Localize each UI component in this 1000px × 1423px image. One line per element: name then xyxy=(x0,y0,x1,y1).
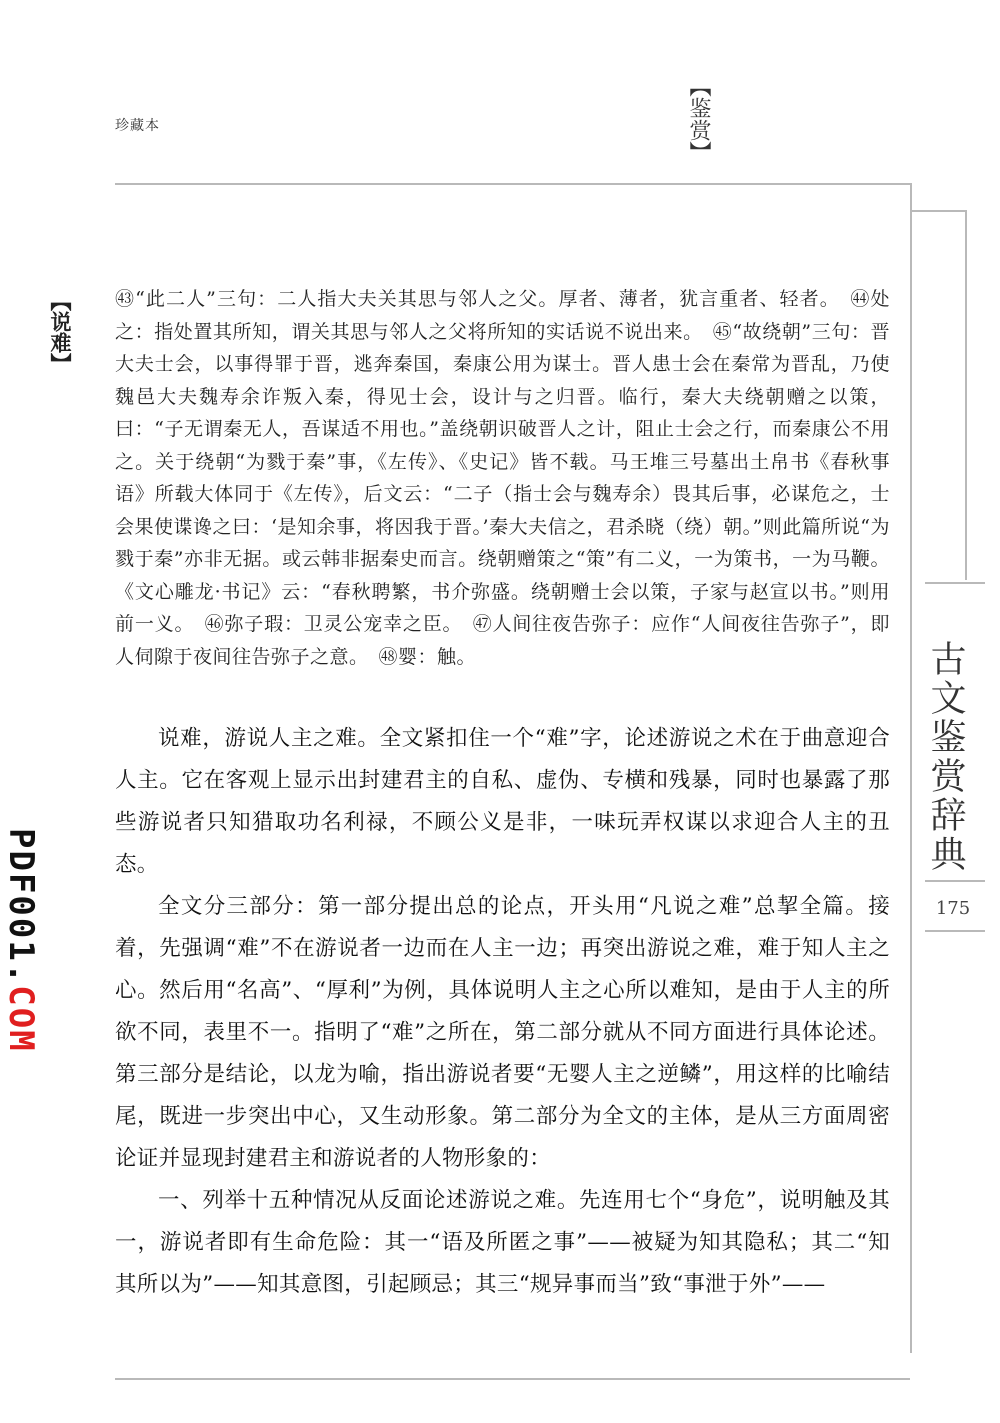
body-paragraph: 一、列举十五种情况从反面论述游说之难。先连用七个“身危”，说明触及其一，游说者即有生命危险：其一“语及所匿之事”——被疑为知其隐私；其二“知其所以为”——知其意图，引起顾忌；其三“规异事而当”致“事泄于外”—— xyxy=(115,1188,890,1297)
book-title: 古文鉴赏辞典 xyxy=(925,640,966,874)
frame-right-inner xyxy=(910,183,912,1353)
article-title-tag: 【说难】 xyxy=(48,290,73,374)
watermark xyxy=(1,828,41,1053)
watermark-part2: COM xyxy=(1,985,41,1053)
appreciation-text xyxy=(115,718,890,1306)
header-section-tag: 【鉴赏】 xyxy=(686,75,711,163)
footer-rule xyxy=(115,1378,910,1380)
page-number: 175 xyxy=(935,898,971,919)
watermark-part1: PDF001. xyxy=(1,828,41,986)
title-box-top xyxy=(925,582,985,584)
body-paragraph: 说难，游说人主之难。全文紧扣住一个“难”字，论述游说之术在于曲意迎合人主。它在客观上显示出封建君主的自私、虚伪、专横和残暴，同时也暴露了那些游说者只知猎取功名利禄，不顾公义是非，一味玩弄权谋以求迎合人主的丑态。 xyxy=(115,726,890,877)
title-box-bottom xyxy=(925,880,985,882)
page-number-box-bottom xyxy=(925,930,985,932)
frame-top-right xyxy=(910,210,967,212)
footnote-paragraph: ㊸“此二人”三句：二人指大夫关其思与邻人之父。厚者、薄者，犹言重者、轻者。 ㊹处之：指处置其所知，谓关其思与邻人之父将所知的实话说不说出来。 ㊺“故绕朝”三句：晋大夫士会，以事得罪于晋，逃奔秦国，秦康公用为谋士。晋人患士会在秦常为晋乱，乃使魏邑大夫魏寿余诈叛入秦，得见士会，设计与之归晋。临行，秦大夫绕朝赠之以策，曰：“子无谓秦无人，吾谋适不用也。”盖绕朝识破晋人之计，阻止士会之行，而秦康公不用之。关于绕朝“为戮于秦”事，《左传》、《史记》皆不载。马王堆三号墓出土帛书《春秋事语》所载大体同于《左传》，后文云：“二子（指士会与魏寿余）畏其后事，必谋危之，士会果使谍谗之曰：‘是知余事，将因我于晋。’秦大夫信之，君杀晓（绕）朝。”则此篇所说“为戮于秦”亦非无据。或云韩非据秦史而言。绕朝赠策之“策”有二义，一为策书，一为马鞭。《文心雕龙·书记》云：“春秋聘繁，书介弥盛。绕朝赠士会以策，子家与赵宣以书。”则用前一义。 ㊻弥子瑕：卫灵公宠幸之臣。 ㊼人间往夜告弥子：应作“人间夜往告弥子”，即人伺隙于夜间往告弥子之意。 ㊽婴：触。 xyxy=(115,288,891,668)
body-paragraph: 全文分三部分：第一部分提出总的论点，开头用“凡说之难”总挈全篇。接着，先强调“难”不在游说者一边而在人主一边；再突出游说之难，难于知人主之心。然后用“名高”、“厚利”为例，具体说明人主之心所以难知，是由于人主的所欲不同，表里不一。指明了“难”之所在，第二部分就从不同方面进行具体论述。第三部分是结论，以龙为喻，指出游说者要“无婴人主之逆鳞”，用这样的比喻结尾，既进一步突出中心，又生动形象。第二部分为全文的主体，是从三方面周密论证并显现封建君主和游说者的人物形象的： xyxy=(115,894,890,1171)
footnotes xyxy=(115,283,890,673)
frame-right-outer xyxy=(965,210,967,580)
header-edition-label: 珍藏本 xyxy=(115,118,160,134)
header-rule xyxy=(115,183,910,185)
